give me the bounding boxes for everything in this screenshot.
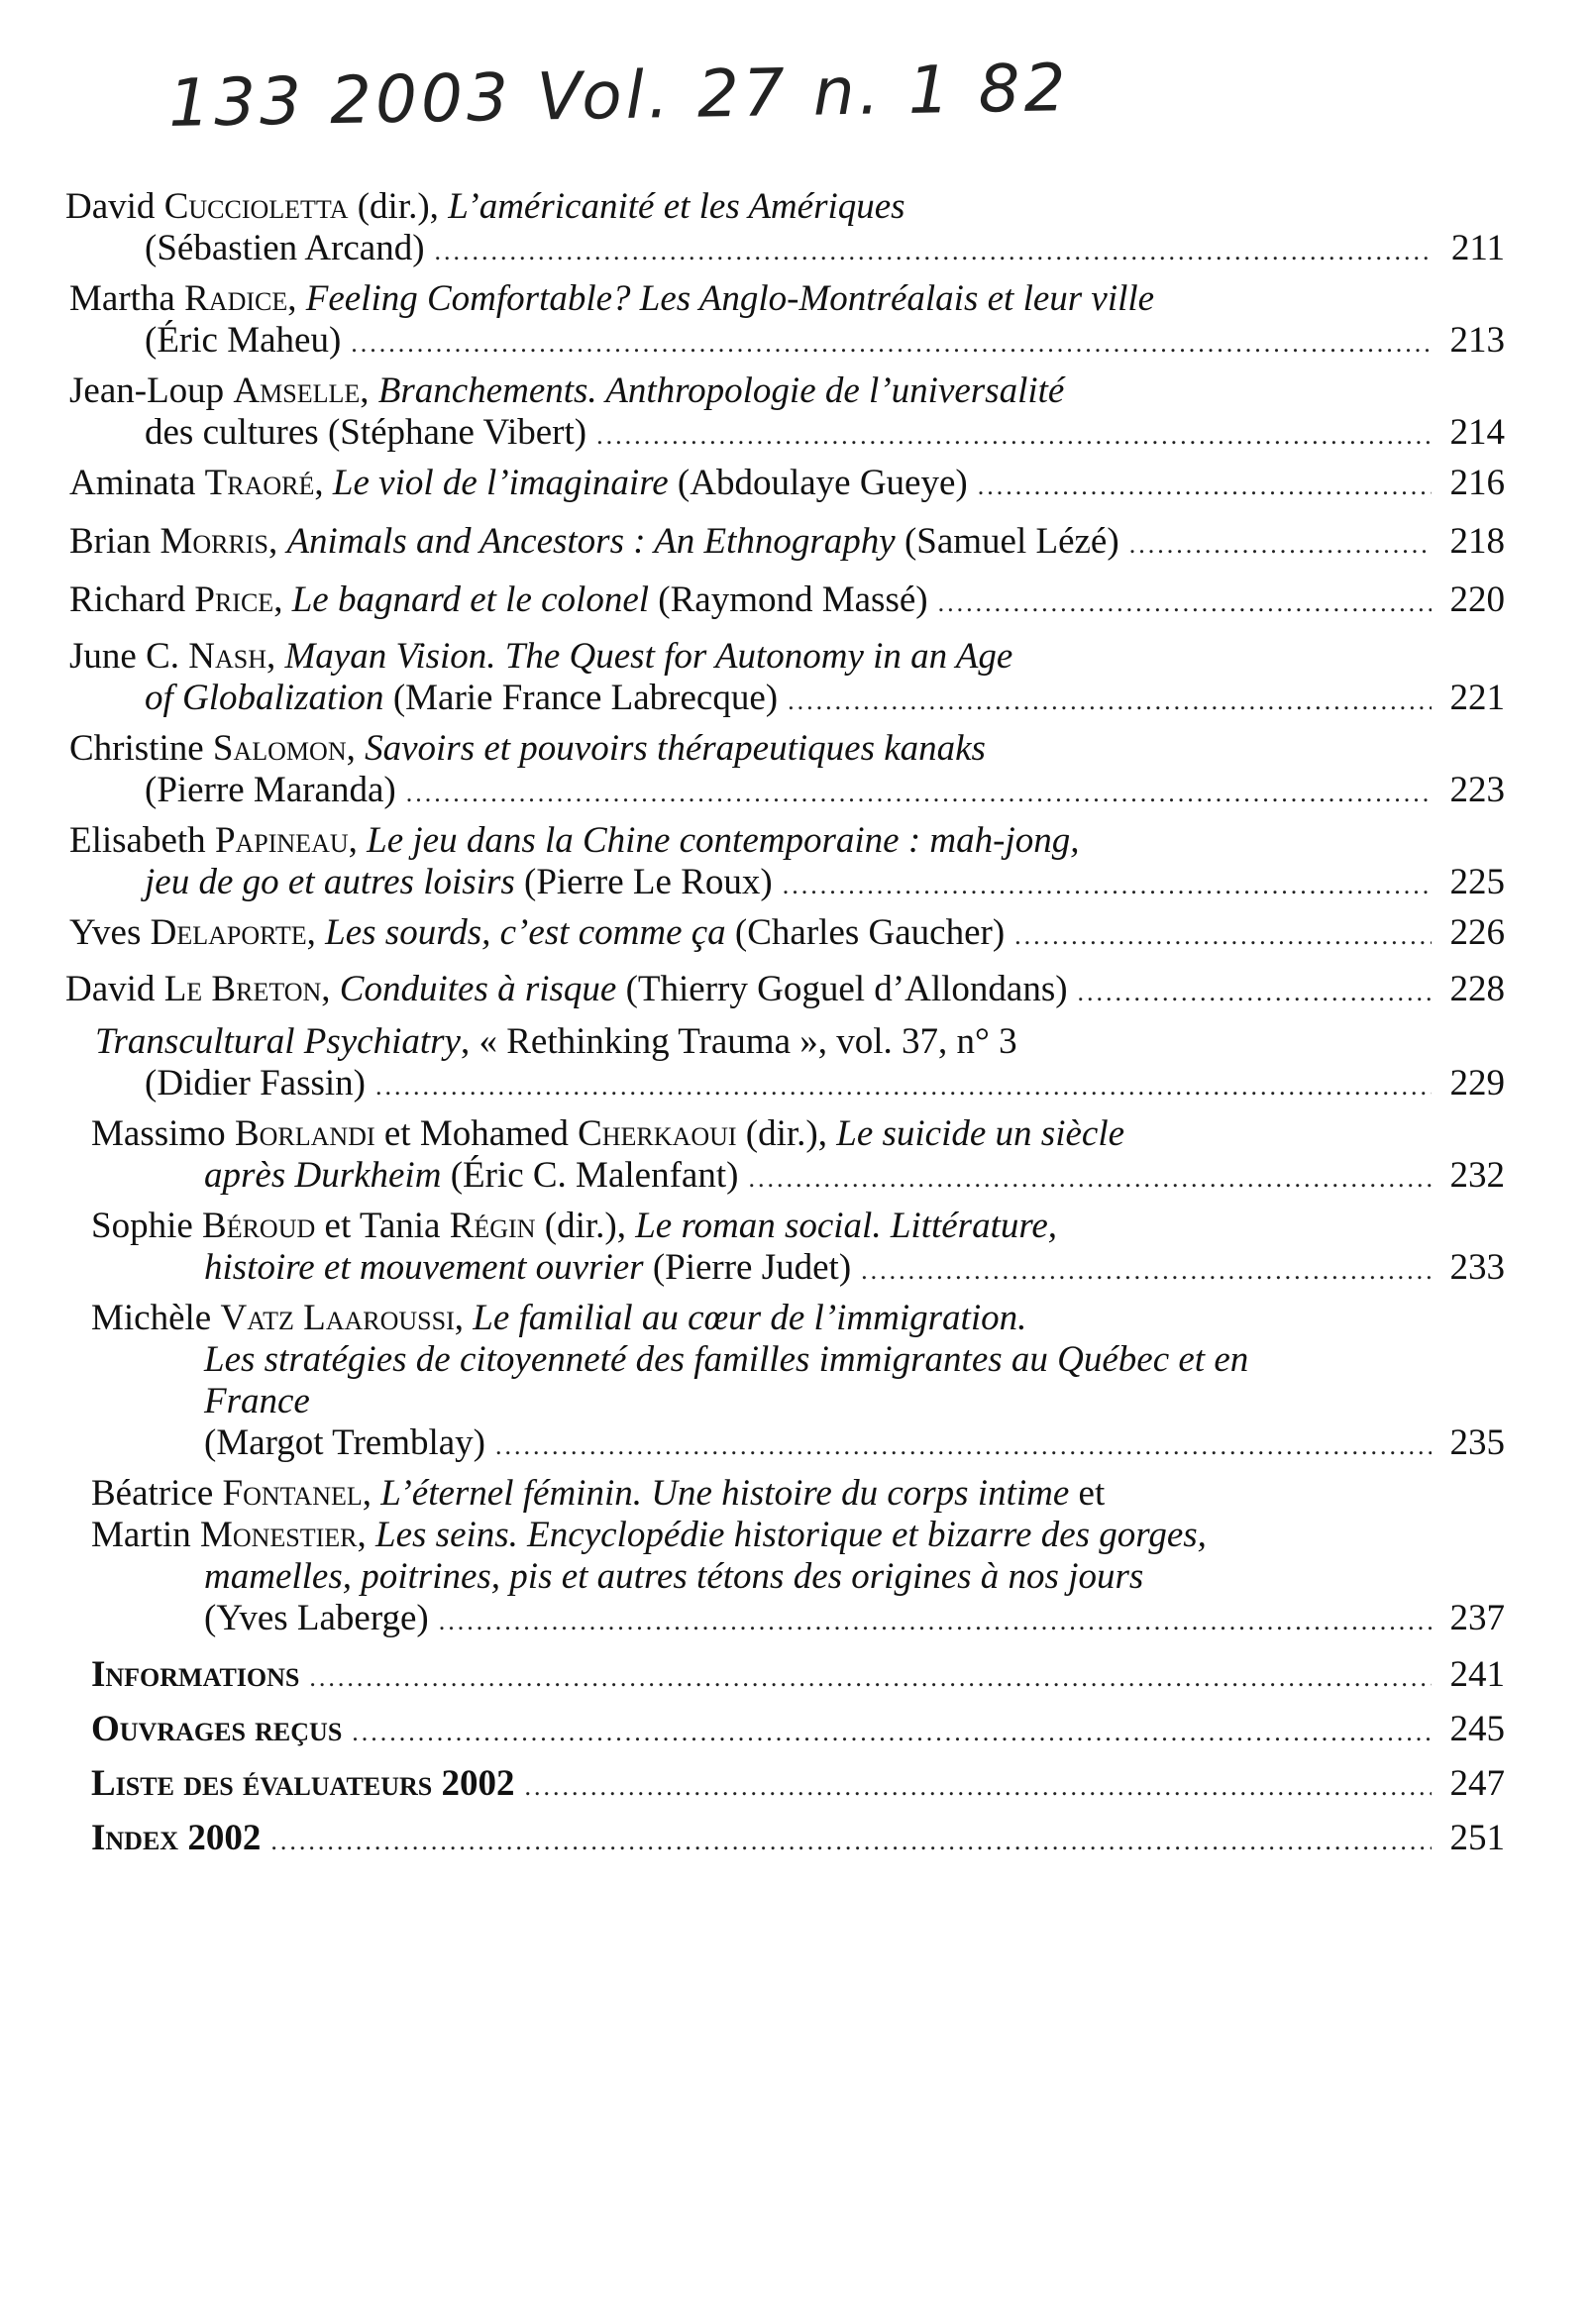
- page-number: 214: [1449, 412, 1505, 453]
- toc-section: [0, 1654, 1596, 1699]
- entry-dot-line: [0, 1063, 1596, 1107]
- work-title: L’éternel féminin. Une histoire du corps intime: [380, 1473, 1070, 1514]
- page-number: 216: [1449, 463, 1505, 503]
- reviewer: (Margot Tremblay): [204, 1422, 486, 1463]
- section-label: Index 2002: [91, 1818, 262, 1858]
- page-number: 245: [1449, 1709, 1505, 1749]
- entry-dot-line: [0, 463, 1596, 507]
- reviewer: (Marie France Labrecque): [383, 678, 779, 718]
- entry-first-line: [0, 186, 1596, 228]
- toc-entry: [0, 521, 1596, 566]
- author-first-name: Sophie: [91, 1206, 203, 1246]
- entry-dot-line: [0, 770, 1596, 814]
- dot-leader: [1014, 915, 1432, 957]
- reviewer: (Pierre Le Roux): [514, 862, 773, 902]
- reviewer: (Charles Gaucher): [725, 912, 1006, 953]
- entry-text: [69, 463, 968, 504]
- entry-text: [65, 969, 1068, 1010]
- entry-dot-line: [0, 912, 1596, 957]
- work-title: Le suicide un siècle: [836, 1113, 1125, 1154]
- entry-text: [145, 678, 778, 719]
- author-last-name: Morris: [160, 521, 268, 562]
- author-last-name: Cuccioletta: [163, 186, 349, 227]
- reviewer: (Éric Maheu): [145, 320, 342, 361]
- author-role: ,: [360, 370, 378, 411]
- issue-details: , « Rethinking Trauma », vol. 37, n° 3: [460, 1021, 1017, 1062]
- dot-leader: [1078, 972, 1432, 1013]
- reviewer: (Éric C. Malenfant): [441, 1155, 739, 1196]
- dot-leader: [596, 415, 1432, 457]
- author-role: ,: [321, 969, 340, 1009]
- dot-leader: [861, 1250, 1432, 1292]
- author-last-name: Béroud: [202, 1206, 316, 1246]
- handwritten-note: 133 2003 Vol. 27 n. 1 82: [167, 50, 1071, 142]
- toc-entry: [0, 969, 1596, 1013]
- dot-leader: [495, 1425, 1432, 1467]
- entry-text: [69, 521, 1119, 563]
- page-number: 225: [1449, 862, 1505, 902]
- page-number: 241: [1449, 1654, 1505, 1695]
- reviewer: (Abdoulaye Gueye): [668, 463, 968, 503]
- reviewer: (Pierre Maranda): [145, 770, 396, 810]
- author-first-name: Martha: [69, 278, 185, 319]
- author-role: (dir.),: [736, 1113, 837, 1154]
- second-work-title-continued: mamelles, poitrines, pis et autres tétons des origines à nos jours: [204, 1556, 1144, 1597]
- entry-text: [69, 912, 1005, 954]
- author-last-name: Vatz Laaroussi: [220, 1298, 455, 1338]
- author-first-name: Jean-Loup: [69, 370, 234, 411]
- reviewer: (Raymond Massé): [649, 579, 928, 620]
- entry-first-line: [0, 1113, 1596, 1155]
- author-last-name: Amselle: [233, 370, 361, 411]
- section-label: Informations: [91, 1654, 300, 1695]
- toc-section: [0, 1709, 1596, 1753]
- author-first-name: Aminata: [69, 463, 205, 503]
- reviewer: (Thierry Goguel d’Allondans): [616, 969, 1068, 1009]
- dot-leader: [309, 1657, 1432, 1699]
- entry-first-line: [0, 1021, 1596, 1063]
- work-title: L’américanité et les Amériques: [448, 186, 905, 227]
- reviewer: (Samuel Lézé): [895, 521, 1119, 562]
- dot-leader: [788, 681, 1432, 722]
- work-title-continued: jeu de go et autres loisirs: [145, 862, 515, 902]
- entry-dot-line: [0, 969, 1596, 1013]
- author-last-name: Le Breton: [163, 969, 322, 1009]
- page-number: 251: [1449, 1818, 1505, 1858]
- author-first-name: Richard: [69, 579, 195, 620]
- page-number: 237: [1449, 1598, 1505, 1638]
- dot-leader: [406, 773, 1432, 814]
- coauthor-last-name: Régin: [449, 1206, 536, 1246]
- page-number: 211: [1450, 228, 1505, 268]
- author-role: (dir.),: [348, 186, 449, 227]
- coauthor-first-name: Martin: [91, 1515, 200, 1555]
- work-title: Les sourds, c’est comme ça: [325, 912, 726, 953]
- joiner: et: [315, 1206, 360, 1246]
- coauthor-first-name: Mohamed: [419, 1113, 579, 1154]
- joiner: et: [374, 1113, 420, 1154]
- author-first-name: Brian: [69, 521, 160, 562]
- work-title-continued: après Durkheim: [204, 1155, 442, 1196]
- work-title: Le jeu dans la Chine contemporaine : mah-jong,: [367, 820, 1080, 861]
- work-title: Le bagnard et le colonel: [291, 579, 650, 620]
- work-title: Le familial au cœur de l’immigration.: [473, 1298, 1027, 1338]
- work-title: Le viol de l’imaginaire: [332, 463, 669, 503]
- entry-dot-line: [0, 862, 1596, 906]
- entry-dot-line: [0, 521, 1596, 566]
- page-number: 232: [1449, 1155, 1505, 1196]
- author-role: ,: [314, 463, 333, 503]
- toc-entry: [0, 1473, 1596, 1642]
- toc-section: [0, 1763, 1596, 1808]
- page-number: 226: [1449, 912, 1505, 953]
- author-last-name: Radice: [184, 278, 288, 319]
- dot-leader: [351, 323, 1432, 365]
- work-title: Savoirs et pouvoirs thérapeutiques kanaks: [365, 728, 986, 769]
- author-role: ,: [287, 278, 306, 319]
- second-work-title: Les seins. Encyclopédie historique et bizarre des gorges,: [375, 1515, 1207, 1555]
- coauthor-last-name: Cherkaoui: [578, 1113, 737, 1154]
- toc-entry: [0, 912, 1596, 957]
- author-first-name: Massimo: [91, 1113, 235, 1154]
- author-first-name: Michèle: [91, 1298, 221, 1338]
- entry-first-line: [0, 1206, 1596, 1247]
- toc-entry: [0, 820, 1596, 906]
- entry-first-line: [0, 636, 1596, 678]
- page-number: 229: [1449, 1063, 1505, 1104]
- reviewer: des cultures (Stéphane Vibert): [145, 412, 587, 453]
- toc-section: [0, 1818, 1596, 1862]
- journal-title: Transcultural Psychiatry: [95, 1021, 461, 1062]
- section-label: Liste des évaluateurs 2002: [91, 1763, 515, 1804]
- entry-dot-line: [0, 678, 1596, 722]
- work-title-continued: histoire et mouvement ouvrier: [204, 1247, 644, 1288]
- toc-entry: [0, 636, 1596, 722]
- entry-continuation-line: [0, 1381, 1596, 1422]
- dot-leader: [439, 1601, 1432, 1642]
- toc-entry: [0, 370, 1596, 457]
- dot-leader: [748, 1158, 1432, 1200]
- coauthor-role: ,: [357, 1515, 376, 1555]
- author-last-name: Borlandi: [234, 1113, 375, 1154]
- author-role: ,: [348, 820, 368, 861]
- page-number: 233: [1449, 1247, 1505, 1288]
- toc-entry: [0, 1113, 1596, 1200]
- author-role: ,: [266, 636, 285, 677]
- entry-first-line: [0, 728, 1596, 770]
- author-role: (dir.),: [535, 1206, 636, 1246]
- author-first-name: June C.: [69, 636, 189, 677]
- entry-text: [204, 1155, 738, 1197]
- entry-dot-line: [0, 1247, 1596, 1292]
- toc-entry: [0, 728, 1596, 814]
- dot-leader: [978, 466, 1432, 507]
- author-role: ,: [454, 1298, 474, 1338]
- author-last-name: Salomon: [212, 728, 347, 769]
- toc-entry: [0, 278, 1596, 365]
- work-title-continued: France: [204, 1381, 310, 1421]
- entry-dot-line: [0, 320, 1596, 365]
- entry-dot-line: [0, 1598, 1596, 1642]
- entry-first-line: [0, 1473, 1596, 1515]
- toc-entry: [0, 1206, 1596, 1292]
- author-first-name: Yves: [69, 912, 151, 953]
- dot-leader: [524, 1766, 1432, 1808]
- coauthor-last-name: Monestier: [199, 1515, 358, 1555]
- author-last-name: Papineau: [214, 820, 349, 861]
- author-last-name: Traoré: [204, 463, 315, 503]
- page-number: 218: [1449, 521, 1505, 562]
- dot-leader: [375, 1066, 1432, 1107]
- entry-first-line: [0, 820, 1596, 862]
- reviewer: (Yves Laberge): [204, 1598, 429, 1638]
- work-title: Conduites à risque: [339, 969, 617, 1009]
- dot-leader: [352, 1712, 1432, 1753]
- entry-dot-line: [0, 579, 1596, 624]
- table-of-contents: [0, 186, 1596, 1872]
- author-first-name: Christine: [69, 728, 213, 769]
- dot-leader: [1129, 524, 1432, 566]
- page-number: 213: [1449, 320, 1505, 361]
- author-last-name: Delaporte: [150, 912, 307, 953]
- entry-text: [145, 862, 773, 903]
- entry-dot-line: [0, 1155, 1596, 1200]
- author-last-name: Nash: [188, 636, 266, 677]
- entry-text: [204, 1247, 851, 1289]
- page-number: 221: [1449, 678, 1505, 718]
- reviewer: (Pierre Judet): [643, 1247, 852, 1288]
- joiner: et: [1069, 1473, 1106, 1514]
- page-number: 247: [1449, 1763, 1505, 1804]
- entry-first-line: [0, 278, 1596, 320]
- entry-second-author-line: [0, 1515, 1596, 1556]
- author-role: ,: [346, 728, 366, 769]
- work-title: Mayan Vision. The Quest for Autonomy in an Age: [284, 636, 1013, 677]
- reviewer: (Didier Fassin): [145, 1063, 366, 1104]
- author-first-name: Béatrice: [91, 1473, 223, 1514]
- dot-leader: [435, 231, 1432, 272]
- entry-dot-line: [0, 412, 1596, 457]
- entry-first-line: [0, 1298, 1596, 1339]
- page-number: 228: [1449, 969, 1505, 1009]
- dot-leader: [938, 582, 1432, 624]
- entry-dot-line: [0, 228, 1596, 272]
- toc-entry: [0, 579, 1596, 624]
- author-last-name: Price: [194, 579, 274, 620]
- toc-entry: [0, 186, 1596, 272]
- page-number: 235: [1449, 1422, 1505, 1463]
- work-title: Branchements. Anthropologie de l’universalité: [377, 370, 1065, 411]
- entry-continuation-line: [0, 1339, 1596, 1381]
- dot-leader: [783, 865, 1432, 906]
- work-title: Le roman social. Littérature,: [635, 1206, 1058, 1246]
- author-last-name: Fontanel: [222, 1473, 363, 1514]
- page-number: 220: [1449, 579, 1505, 620]
- work-title-continued: of Globalization: [145, 678, 384, 718]
- author-role: ,: [267, 521, 287, 562]
- section-label: Ouvrages reçus: [91, 1709, 343, 1749]
- coauthor-first-name: Tania: [359, 1206, 450, 1246]
- author-role: ,: [306, 912, 326, 953]
- toc-entry: [0, 463, 1596, 507]
- entry-continuation-line: [0, 1556, 1596, 1598]
- work-title: Animals and Ancestors : An Ethnography: [286, 521, 896, 562]
- entry-first-line: [0, 370, 1596, 412]
- dot-leader: [270, 1821, 1432, 1862]
- entry-text: [69, 579, 928, 621]
- page-number: 223: [1449, 770, 1505, 810]
- toc-entry: [0, 1298, 1596, 1467]
- author-first-name: Elisabeth: [69, 820, 215, 861]
- reviewer: (Sébastien Arcand): [145, 228, 425, 268]
- toc-entry: [0, 1021, 1596, 1107]
- work-title-continued: Les stratégies de citoyenneté des familles immigrantes au Québec et en: [204, 1339, 1249, 1380]
- author-role: ,: [273, 579, 292, 620]
- author-role: ,: [362, 1473, 381, 1514]
- author-first-name: David: [65, 969, 164, 1009]
- author-first-name: David: [65, 186, 164, 227]
- entry-dot-line: [0, 1422, 1596, 1467]
- work-title: Feeling Comfortable? Les Anglo-Montréalais et leur ville: [305, 278, 1155, 319]
